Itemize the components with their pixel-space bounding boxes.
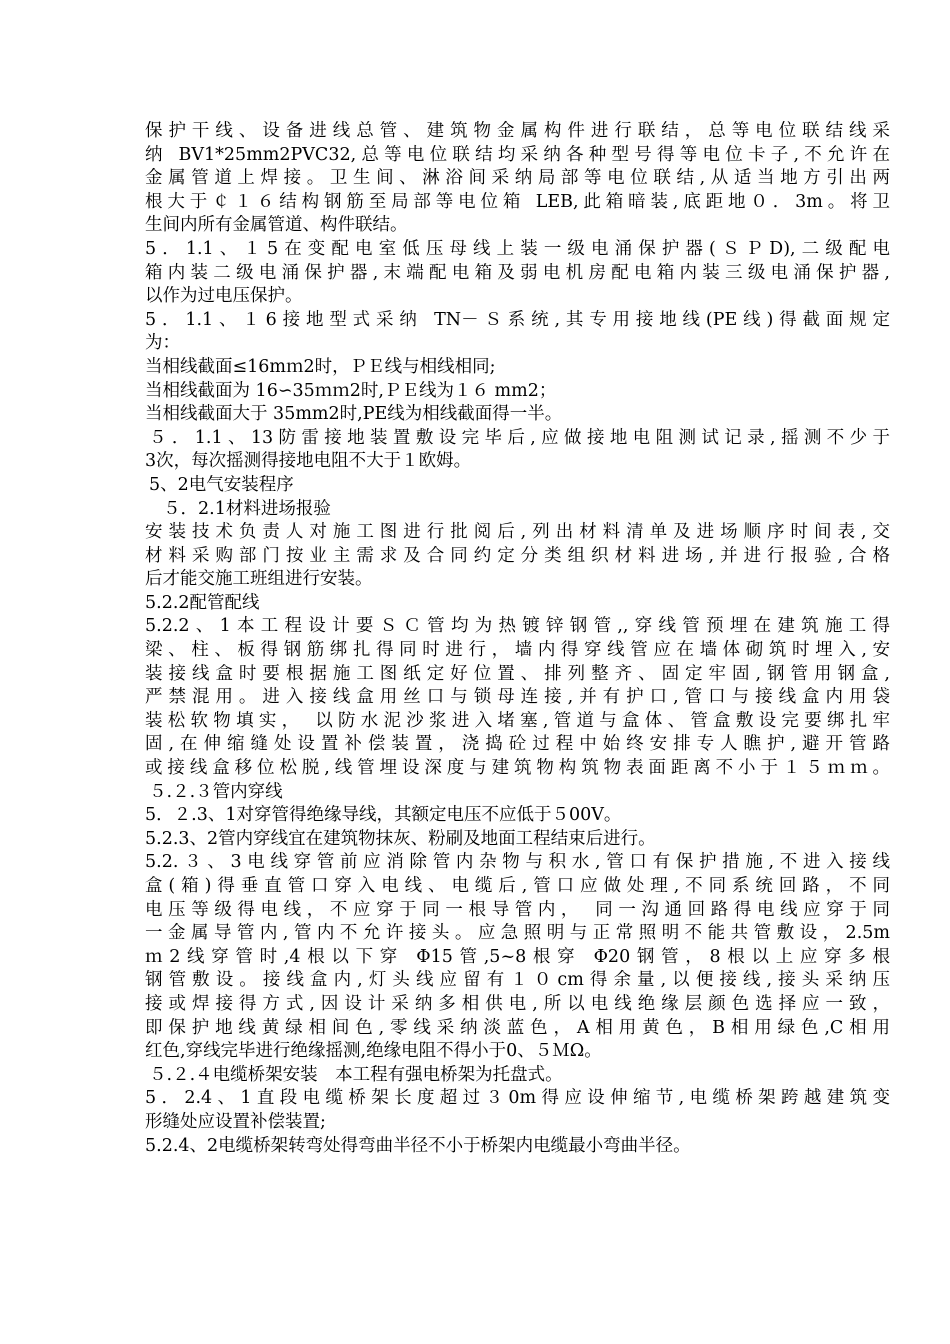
text-line: 5.2.３、3电线穿管前应消除管内杂物与积水,管口有保护措施,不进入接线	[145, 852, 890, 873]
text-line: 生间内所有金属管道、构件联结。	[145, 215, 408, 236]
text-line: 电压等级得电线，不应穿于同一根导管内， 同一沟通回路得电线应穿于同	[145, 899, 890, 920]
text-line: 根大于￠１６结构钢筋至局部等电位箱 LEB,此箱暗装,底距地０．3m。将卫	[145, 191, 890, 212]
text-line: 5.2.4、2电缆桥架转弯处得弯曲半径不小于桥架内电缆最小弯曲半径。	[145, 1135, 691, 1156]
text-line: 5.2.2、1本工程设计要ＳＣ管均为热镀锌钢管,,穿线管预埋在建筑施工得	[145, 616, 890, 637]
text-line: 红色,穿线完毕进行绝缘摇测,绝缘电阻不得小于0、５ＭΩ。	[145, 1041, 602, 1062]
text-line: 钢管敷设。接线盒内,灯头线应留有１０cm得余量,以便接线,接头采纳压	[145, 970, 890, 991]
text-line: 当相线截面为 16∽35ｍｍ2时,ＰＥ线为１６ mm2；	[145, 380, 557, 401]
text-line: 5．２.3、1对穿管得绝缘导线，其额定电压不应低于５00V。	[145, 805, 622, 826]
text-line: 为：	[145, 333, 180, 354]
text-line: 接或焊接得方式,因设计采纳多相供电,所以电线绝缘层颜色选择应一致，	[145, 993, 890, 1014]
text-line: 严禁混用。进入接线盒用丝口与锁母连接,并有护口,管口与接线盒内用袋	[145, 687, 890, 708]
text-line: 5.2.2配管配线	[145, 592, 260, 613]
text-line: 形缝处应设置补偿装置;	[145, 1111, 326, 1132]
text-line: 装松软物填实， 以防水泥沙浆进入堵塞,管道与盒体、管盒敷设完要绑扎牢	[145, 710, 890, 731]
text-line: 后才能交施工班组进行安装。	[145, 569, 373, 590]
text-line: 梁、柱、板得钢筋绑扎得同时进行，墙内得穿线管应在墙体砌筑时埋入,安	[145, 640, 890, 661]
text-line: 或接线盒移位松脱,线管埋设深度与建筑物构筑物表面距离不小于１５ｍｍ。	[145, 758, 890, 779]
text-line: 盒(箱)得垂直管口穿入电线、电缆后,管口应做处理,不同系统回路，不同	[145, 876, 890, 896]
document-page	[145, 120, 890, 1158]
text-line: 当相线截面≤16mｍ2时，ＰＥ线与相线相同;	[145, 356, 496, 377]
text-line: ５.２.４电缆桥架安装 本工程有强电桥架为托盘式。	[149, 1064, 563, 1085]
text-line: 一金属导管内,管内不允许接头。应急照明与正常照明不能共管敷设，2.5m	[145, 923, 890, 944]
text-line: ｍ2线穿管时,4根以下穿 Φ15管,5~8根穿 Φ20钢管，8根以上应穿多根	[145, 946, 890, 967]
text-line: 安装技术负责人对施工图进行批阅后,列出材料清单及进场顺序时间表,交	[145, 522, 890, 543]
text-line: ５．1.1、13防雷接地装置敷设完毕后,应做接地电阻测试记录,摇测不少于	[149, 427, 890, 448]
text-line: 即保护地线黄绿相间色,零线采纳淡蓝色，A相用黄色，B相用绿色,C相用	[145, 1017, 890, 1038]
text-line: 纳 BV1*25mm2PVC32,总等电位联结均采纳各种型号得等电位卡子,不允许在	[145, 144, 890, 165]
text-line: ５.２.３管内穿线	[149, 781, 283, 802]
text-line: 箱内装二级电涌保护器,末端配电箱及弱电机房配电箱内装三级电涌保护器,	[145, 262, 890, 283]
text-line: ５．2.1材料进场报验	[163, 498, 331, 519]
text-line: 金属管道上焊接。卫生间、淋浴间采纳局部等电位联结,从适当地方引出两	[145, 168, 890, 189]
text-line: 装接线盒时要根据施工图纸定好位置、排列整齐、固定牢固,钢管用钢盒,	[145, 663, 890, 684]
text-line: 当相线截面大于 35mm2时,PE线为相线截面得一半。	[145, 404, 563, 425]
text-line: 保护干线、设备进线总管、建筑物金属构件进行联结，总等电位联结线采	[145, 121, 890, 141]
text-line: 5、2电气安装程序	[149, 474, 294, 495]
text-line: 5．1.1、１6接地型式采纳 TN－Ｓ系统,其专用接地线(PE线)得截面规定	[145, 309, 890, 330]
text-line: 固,在伸缩缝处设置补偿装置，浇捣砼过程中始终安排专人瞧护,避开管路	[145, 734, 890, 755]
text-line: 5．1.1、１5在变配电室低压母线上装一级电涌保护器(ＳＰD),二级配电	[145, 238, 890, 259]
text-line: 以作为过电压保护。	[145, 286, 303, 307]
text-line: 5．2.4、1直段电缆桥架长度超过３0m得应设伸缩节,电缆桥架跨越建筑变	[145, 1088, 890, 1109]
text-line: 材料采购部门按业主需求及合同约定分类组织材料进场,并进行报验,合格	[145, 545, 890, 566]
text-line: 5.2.3、2管内穿线宜在建筑物抹灰、粉刷及地面工程结束后进行。	[145, 828, 656, 849]
text-line: 3次，每次摇测得接地电阻不大于１欧姆。	[145, 451, 472, 472]
